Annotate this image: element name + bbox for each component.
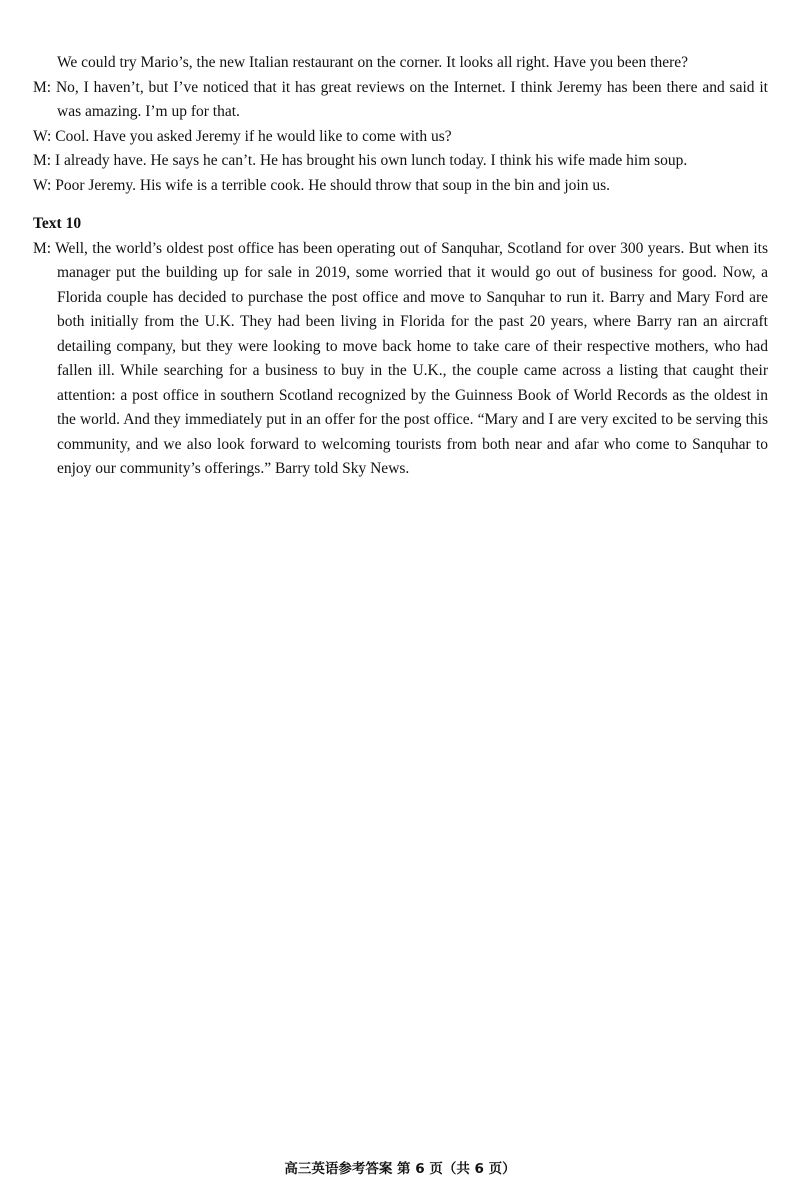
dialogue-line-m-1: M: No, I haven’t, but I’ve noticed that it has great reviews on the Internet. I think Jeremy has been there and said it was amazing. I’m up for that. xyxy=(33,78,768,120)
text10-heading: Text 10 xyxy=(33,215,82,232)
dialogue-line-w-1: W: Cool. Have you asked Jeremy if he would like to come with us? xyxy=(33,127,452,145)
page-content xyxy=(33,51,768,482)
dialogue-line-w-2: W: Poor Jeremy. His wife is a terrible cook. He should throw that soup in the bin and join us. xyxy=(33,176,610,194)
dialogue-line-m-2: M: I already have. He says he can’t. He has brought his own lunch today. I think his wife made him soup. xyxy=(33,152,688,169)
page-footer: 高三英语参考答案 第 6 页（共 6 页） xyxy=(284,1161,516,1177)
text10-paragraph: M: Well, the world’s oldest post office has been operating out of Sanquhar, Scotland for over 300 years. But when its manager put the building up for sale in 2019, some worried that it would go out of business for good. Now, a Florida couple has decided to purchase the post office and move to Sanquhar to run it. Barry and Mary Ford are both initially from the U.K. They had been living in Florida for the past 20 years, where Barry ran an aircraft detailing company, but they were looking to move back home to take care of their respective mothers, who had fallen ill. While searching for a business to buy in the U.K., the couple came across a listing that caught their attention: a post office in southern Scotland recognized by the Guinness Book of World Records as the oldest in the world. And they immediately put in an offer for the post office. “Mary and I are very excited to be serving this community, and we also look forward to welcoming tourists from both near and afar who come to Sanquhar to enjoy our community’s offerings.” Barry told Sky News. xyxy=(33,239,768,477)
dialogue-continuation-line: We could try Mario’s, the new Italian restaurant on the corner. It looks all right. Have you been there? xyxy=(57,54,689,71)
